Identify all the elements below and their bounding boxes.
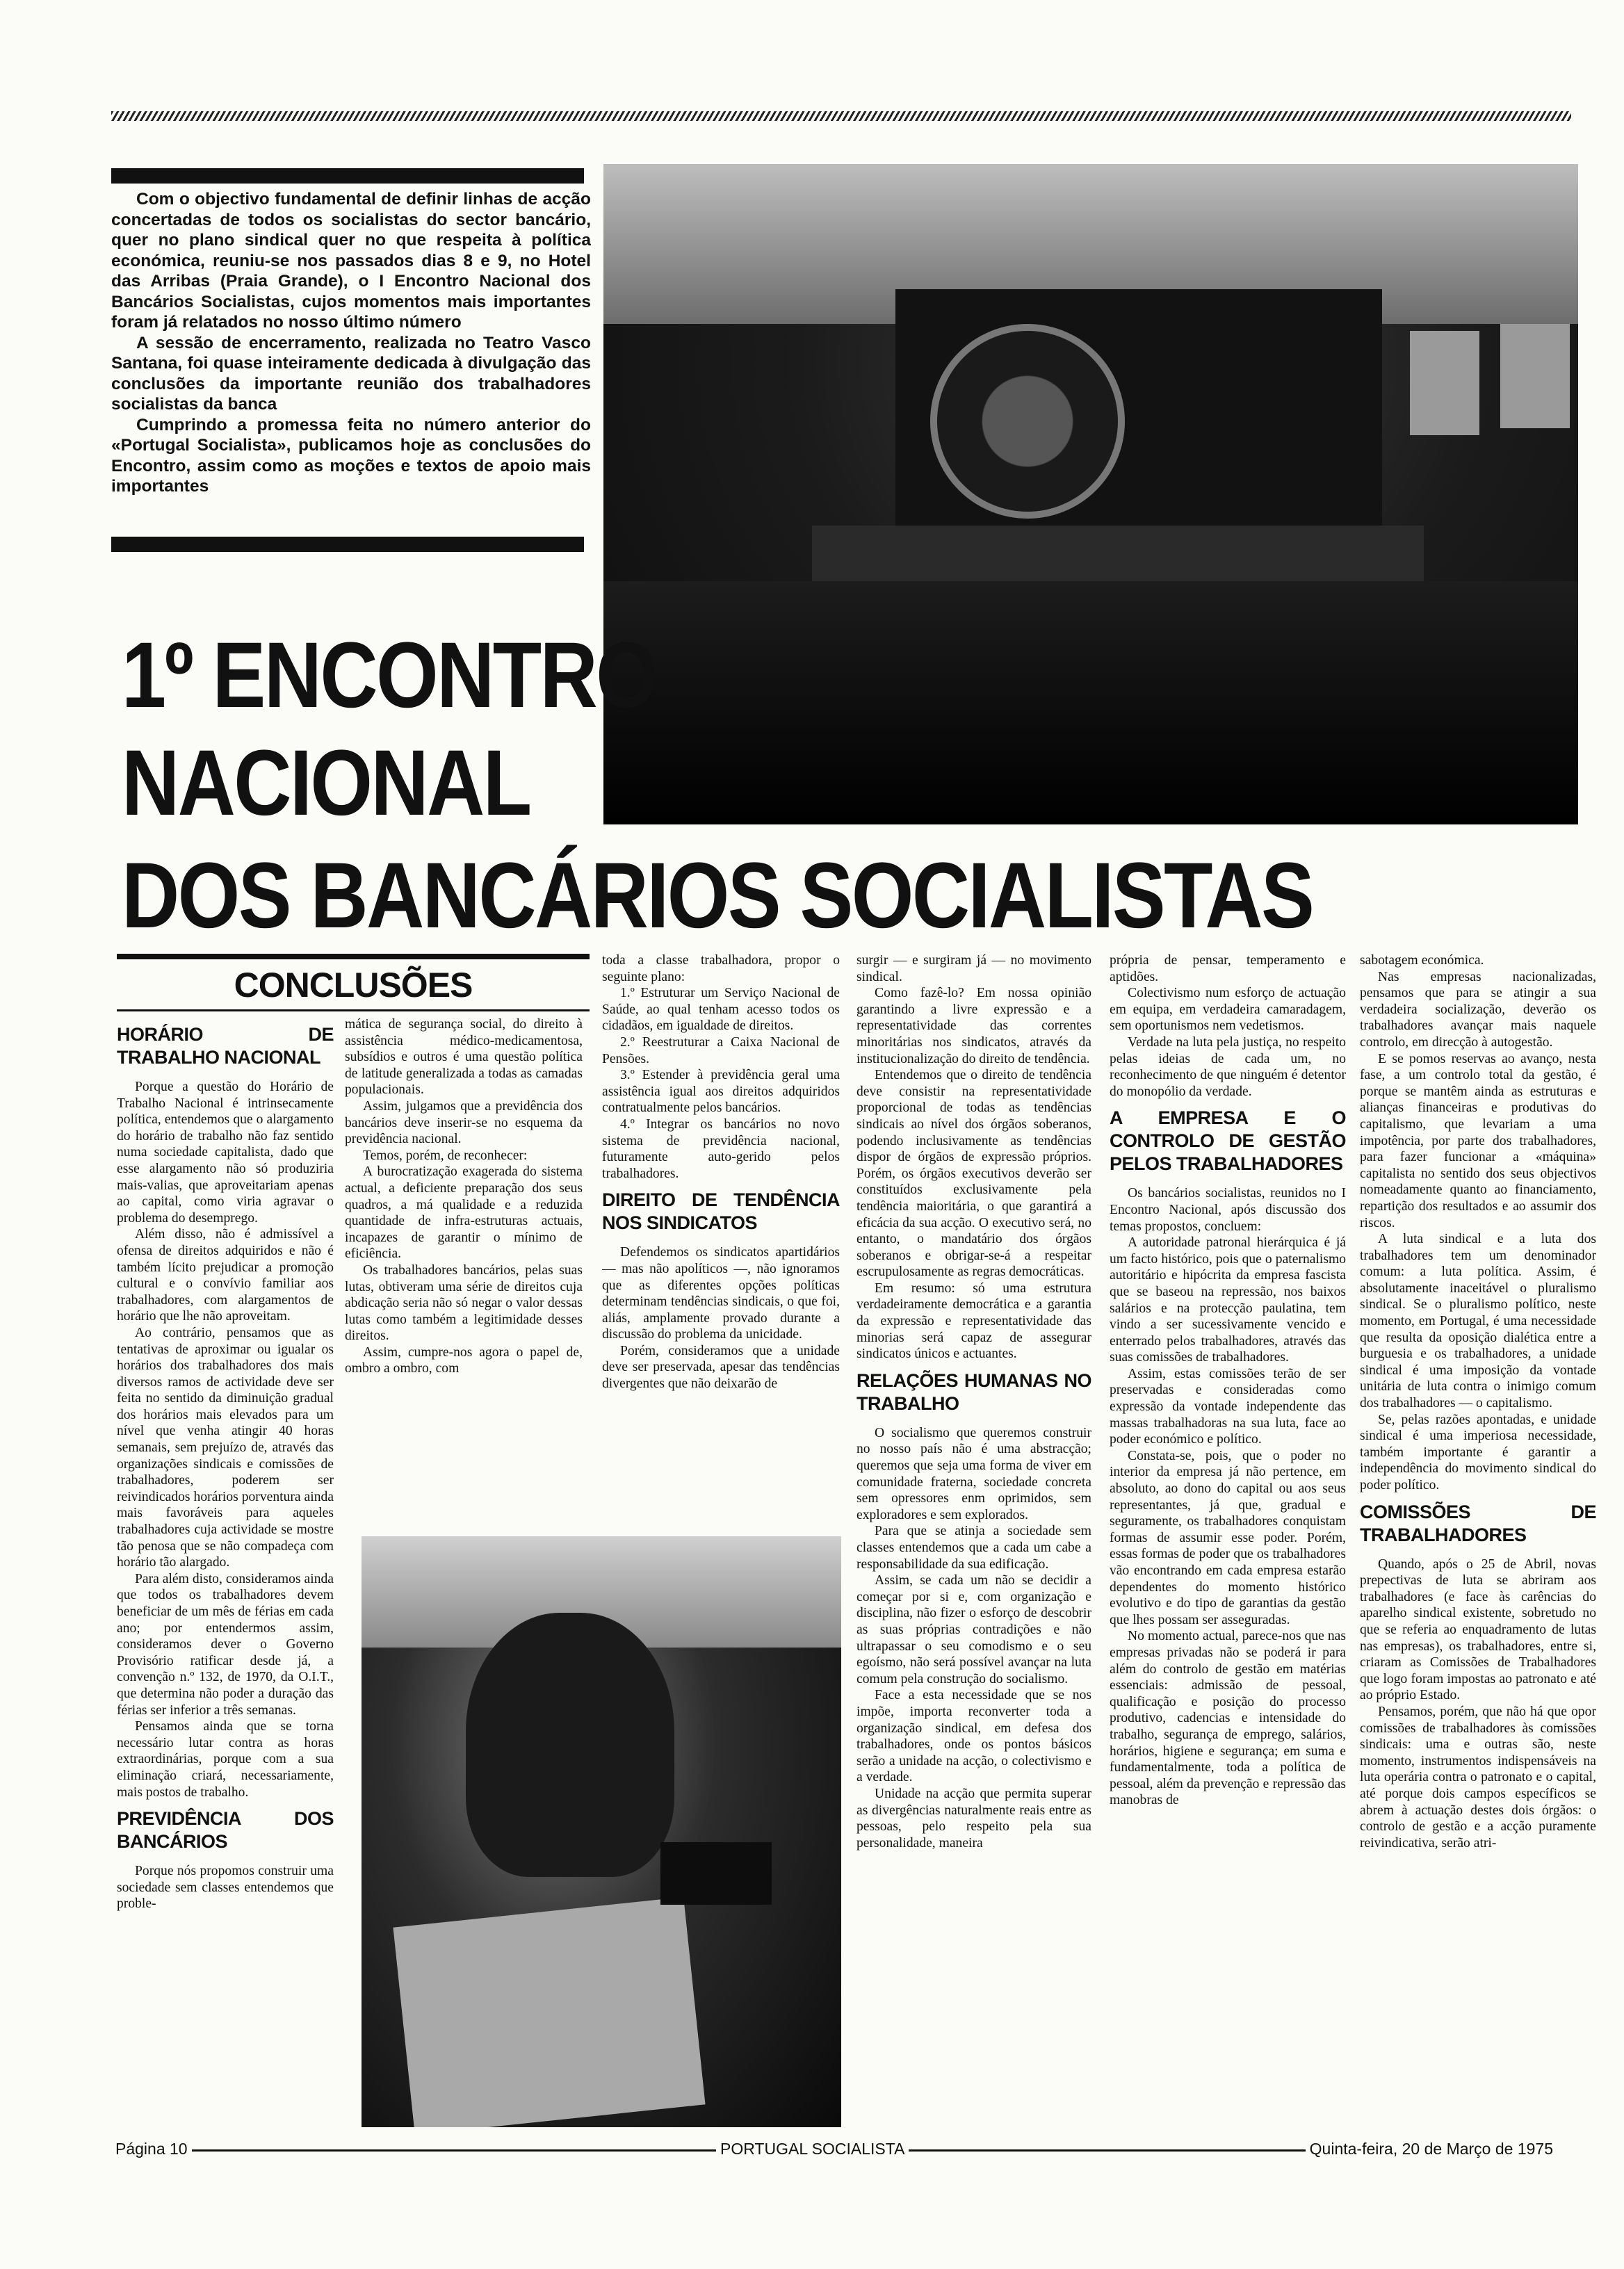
col1-paragraph: Ao contrário, pensamos que as tentativas de aproximar ou igualar os horários dos trabalhadores dos mais diversos ramos de actividade deve ser feita no sentido da diminuição gradual dos horários mais elevados para um nível que venha atingir 40 horas semanais, sem prejuízo de, através das organizações sindicais e comissões de trabalhadores, poderem ser reivindicados horários porventura ainda mais favoráveis para aqueles trabalhadores cuja actividade se mostre tão penosa que se não compadeça com horário tão alargado. xyxy=(117,1325,334,1570)
heading-comissoes: COMISSÕES DE TRABALHADORES xyxy=(1360,1501,1596,1545)
col4-paragraph: O socialismo que queremos construir no nosso país não é uma abstracção; queremos que seja uma forma de viver em comunidade fraterna, sociedade concreta sem opressores enm oprimidos, sem exploradores e sem explorados. xyxy=(856,1425,1091,1522)
poster-2 xyxy=(1500,324,1570,428)
column-1 xyxy=(117,1016,334,2136)
column-6 xyxy=(1360,952,1596,2134)
microphone xyxy=(660,1842,772,1905)
headline-line-2-wrap xyxy=(122,731,596,835)
intro-block xyxy=(111,189,591,537)
col2-paragraph: Assim, julgamos que a previdência dos bancários deve inserir-se no esquema da previdência nacional. xyxy=(345,1098,583,1147)
col3-paragraph: Porém, consideramos que a unidade deve ser preservada, apesar das tendências divergentes que não deixarão de xyxy=(602,1343,840,1392)
col6-paragraph: Nas empresas nacionalizadas, pensamos que para se atingir a sua verdadeira socialização, deverão os trabalhadores avançar mais naquele controlo, em direcção à autogestão. xyxy=(1360,969,1596,1050)
papers xyxy=(393,1897,705,2127)
newspaper-name: PORTUGAL SOCIALISTA xyxy=(716,2140,909,2158)
col2-paragraph: Assim, cumpre-nos agora o papel de, ombro a ombro, com xyxy=(345,1344,583,1376)
col3-paragraph: 3.º Estender à previdência geral uma assistência igual aos direitos adquiridos contratualmente pelos bancários. xyxy=(602,1068,840,1116)
col3-paragraph: 1.º Estruturar um Serviço Nacional de Saúde, ao qual tenham acesso todos os cidadãos, em igualdade de direitos. xyxy=(602,986,840,1034)
col6-paragraph: sabotagem económica. xyxy=(1360,953,1484,968)
intro-paragraph-2: A sessão de encerramento, realizada no Teatro Vasco Santana, foi quase inteiramente dedicada à divulgação das conclusões da importante reunião dos trabalhadores socialistas da banca xyxy=(111,333,591,414)
heading-horario: HORÁRIO DE TRABALHO NACIONAL xyxy=(117,1024,334,1068)
col6-paragraph: Quando, após o 25 de Abril, novas prepectivas de luta se abriram aos trabalhadores (e face às carências do aparelho sindical existente, sobretudo no que se referia ao enquadramento de lutas nas empresas), os trabalhadores, entre si, criaram as Comissões de Trabalhadores que logo foram impostas ao patronato e até ao próprio Estado. xyxy=(1360,1556,1596,1703)
heading-direito-tendencia: DIREITO DE TENDÊNCIA NOS SINDICATOS xyxy=(602,1189,840,1234)
headline-line-3-wrap xyxy=(122,844,1507,948)
heading-relacoes-humanas: RELAÇÕES HUMANAS NO TRABALHO xyxy=(856,1369,1091,1414)
intro-paragraph-1: Com o objectivo fundamental de definir linhas de acção concertadas de todos os socialistas do sector bancário, quer no plano sindical quer no que respeita à política económica, reuniu-se nos passados dias 8 e 9, no Hotel das Arribas (Praia Grande), o I Encontro Nacional dos Bancários Socialistas, cujos momentos mais importantes foram já relatados no nosso último número xyxy=(111,190,591,332)
col5-paragraph: Colectivismo num esforço de actuação em equipa, em verdadeira camaradagem, sem oportunismos nem vedetismos. xyxy=(1110,986,1346,1034)
intro-top-rule xyxy=(111,168,584,184)
fist-emblem xyxy=(930,324,1125,519)
col5-paragraph: A autoridade patronal hierárquica é já um facto histórico, pois que o paternalismo autoritário e hipócrita da empresa fascista que se baseou na repressão, nos baixos salários e na protecção paulatina, tem vindo a ser sucessivamente vencido e enterrado pelos trabalhadores, através das suas comissões de trabalhadores. xyxy=(1110,1235,1346,1365)
page-footer xyxy=(111,2140,1557,2161)
poster-1 xyxy=(1410,331,1479,435)
page-number: Página 10 xyxy=(111,2140,192,2158)
col4-paragraph: Em resumo: só uma estrutura verdadeiramente democrática e a garantia da expressão e representatividade das minorias será capaz de assegurar sindicatos únicos e actuantes. xyxy=(856,1280,1091,1362)
top-hatched-rule xyxy=(111,111,1571,121)
col3-paragraph: 4.º Integrar os bancários no novo sistema de previdência nacional, futuramente auto-gerido pelos trabalhadores. xyxy=(602,1116,840,1181)
col5-paragraph: própria de pensar, temperamento e aptidões. xyxy=(1110,953,1346,984)
col4-paragraph: Como fazê-lo? Em nossa opinião garantindo a livre expressão e a representatividade das correntes minoritárias nos sindicatos, através da institucionalização do direito de tendência. xyxy=(856,986,1091,1066)
col5-paragraph: No momento actual, parece-nos que nas empresas privadas não se poderá ir para além do controlo de gestão em matérias essenciais: admissão de pessoal, qualificação e posição do processo produtivo, cadencias e intensidade do trabalho, segurança de emprego, salários, horários, higiene e segurança; em suma e fundamentalmente, toda a política de pessoal, além da prevenção e repressão das manobras de xyxy=(1110,1629,1346,1808)
heading-previdencia: PREVIDÊNCIA DOS BANCÁRIOS xyxy=(117,1808,334,1853)
heading-empresa-controlo: A EMPRESA E O CONTROLO DE GESTÃO PELOS TRABALHADORES xyxy=(1110,1107,1346,1175)
column-2 xyxy=(345,1016,583,1531)
col3-paragraph: 2.º Reestruturar a Caixa Nacional de Pensões. xyxy=(602,1034,840,1066)
intro-bottom-rule xyxy=(111,537,584,552)
col4-paragraph: Para que se atinja a sociedade sem classes entendemos que a cada um cabe a responsabilidade da sua edificação. xyxy=(856,1524,1091,1572)
column-5 xyxy=(1110,952,1346,2134)
col6-paragraph: Se, pelas razões apontadas, e unidade sindical é uma imperiosa necessidade, também importante é garantir a independência do movimento sindical do poder político. xyxy=(1360,1412,1596,1493)
col4-paragraph: surgir — e surgiram já — no movimento sindical. xyxy=(856,953,1091,984)
col3-paragraph: toda a classe trabalhadora, propor o seguinte plano: xyxy=(602,953,840,984)
headline-line-3: DOS BANCÁRIOS SOCIALISTAS xyxy=(122,844,1313,948)
col2-paragraph: Temos, porém, de reconhecer: xyxy=(363,1148,528,1163)
col6-paragraph: E se pomos reservas ao avanço, nesta fase, a um controlo total da gestão, é porque se mantêm ainda as estruturas e alianças financeiras e produtivas do capitalismo, que levariam a uma impotência, por parte dos trabalhadores, para fazer funcionar a «máquina» capitalista no sentido dos seus objectivos nomeadamente quanto ao financiamento, repartição dos resultados e ao assumir dos riscos. xyxy=(1360,1051,1596,1230)
col4-paragraph: Face a esta necessidade que se nos impõe, importa reconverter toda a organização sindical, em defesa dos trabalhadores, onde os pontos básicos serão a unidade na acção, o colectivismo e a verdade. xyxy=(856,1688,1091,1785)
headline-line-1: 1º ENCONTRO xyxy=(122,624,657,727)
conclusoes-wrap xyxy=(117,965,590,1005)
meeting-photo xyxy=(603,164,1578,824)
col1-paragraph: Porque a questão do Horário de Trabalho Nacional é intrinsecamente política, entendemos que o alargamento do horário de trabalho não faz sentido numa sociedade capitalista, dado que esse alargamento não só produziria mais-valias, que aproveitariam apenas ao capital, como viria agravar o problema do desemprego. xyxy=(117,1080,334,1226)
col6-paragraph: A luta sindical e a luta dos trabalhadores tem um denominador comum: a luta política. Assim, é absolutamente inaceitável o pluralismo sindical. Se o pluralismo político, neste momento, em Portugal, é uma necessidade que resulta da oposição dialética entre a burguesia e os trabalhadores, a unidade sindical é uma imposição da vontade unitária de luta contra o inimigo comum dos trabalhadores — o capitalismo. xyxy=(1360,1232,1596,1411)
col5-paragraph: Assim, estas comissões terão de ser preservadas e consideradas como expressão da vontade independente das massas trabalhadoras na sua luta, face ao poder económico e político. xyxy=(1110,1366,1346,1447)
issue-date: Quinta-feira, 20 de Março de 1975 xyxy=(1306,2140,1557,2158)
col5-paragraph: Verdade na luta pela justiça, no respeito pelas ideias de cada um, no reconhecimento de que ninguém é detentor do monopólio da verdade. xyxy=(1110,1034,1346,1099)
col5-paragraph: Constata-se, pois, que o poder no interior da empresa já não pertence, em absoluto, ao dono do capital ou aos seus representantes, já que, gradual e seguramente, os trabalhadores conquistam formas de assumir esse poder. Porém, essas formas de poder que os trabalhadores vão encontrando em cada empresa estarão dependentes do momento histórico evolutivo e do tipo de garantias da gestão que lhes possam ser asseguradas. xyxy=(1110,1448,1346,1627)
speaker-photo xyxy=(362,1536,841,2127)
col2-paragraph: mática de segurança social, do direito à assistência médico-medicamentosa, subsídios e outros é uma questão política de latitude generalizada a todas as camadas populacionais. xyxy=(345,1017,583,1098)
col4-paragraph: Entendemos que o direito de tendência deve consistir na representatividade proporcional de todas as tendências sindicais ao nível dos órgãos soberanos, podendo inclusivamente as tendências dispor de órgãos de expressão próprios. Porém, os órgãos executivos deverão ser constituídos exclusivamente pela tendência maioritária, o que garantirá a eficácia da sua acção. O executivo será, no entanto, o mandatário dos órgãos soberanos e obrigar-se-á a respeitar escrupulosamente as regras democráticas. xyxy=(856,1068,1091,1280)
col4-paragraph: Unidade na acção que permita superar as divergências naturalmente reais entre as pessoas, pelo respeito pela sua personalidade, maneira xyxy=(856,1786,1091,1851)
col4-paragraph: Assim, se cada um não se decidir a começar por si e, com organização e disciplina, não fizer o esforço de descobrir as suas próprias contradições e não ultrapassar o seu comodismo e o seu egoísmo, não será possível avançar na luta comum pela construção do socialismo. xyxy=(856,1573,1091,1686)
headline-line-1-wrap xyxy=(122,624,743,727)
intro-paragraph-3: Cumprindo a promessa feita no número anterior do «Portugal Socialista», publicamos hoje as conclusões do Encontro, assim como as moções e textos de apoio mais importantes xyxy=(111,415,591,496)
col5-paragraph: Os bancários socialistas, reunidos no I Encontro Nacional, após discussão dos temas propostos, concluem: xyxy=(1110,1186,1346,1234)
col6-paragraph: Pensamos, porém, que não há que opor comissões de trabalhadores às comissões sindicais: uma e outras são, neste momento, instrumentos indispensáveis na luta operária contra o patronato e o capital, até porque dois campos específicos se abrem à actuação destes dois órgãos: o controlo de gestão e a acção puramente reivindicativa, serão atri- xyxy=(1360,1704,1596,1851)
col1-paragraph: Pensamos ainda que se torna necessário lutar contra as horas extraordinárias, porque com a sua eliminação criará, necessariamente, mais postos de trabalho. xyxy=(117,1719,334,1800)
section-title: CONCLUSÕES xyxy=(234,966,473,1005)
conclusoes-top-rule xyxy=(117,954,590,959)
headline-line-2: NACIONAL xyxy=(122,731,530,835)
col1-paragraph: Além disso, não é admissível a ofensa de direitos adquiridos e não é também lícito prejudicar a promoção cultural e o convívio familiar aos trabalhadores, com alargamentos de horário que lhe não aproveitam. xyxy=(117,1227,334,1324)
speaker-figure xyxy=(466,1613,674,1877)
conclusoes-bottom-rule xyxy=(117,1009,590,1011)
column-4 xyxy=(856,952,1091,2134)
col2-paragraph: A burocratização exagerada do sistema actual, a deficiente preparação dos seus quadros, a má qualidade e a reduzida quantidade de infra-estruturas actuais, incapazes de garantir o mínimo de eficiência. xyxy=(345,1164,583,1262)
col1-paragraph: Para além disto, consideramos ainda que todos os trabalhadores devem beneficiar de um mês de férias em cada ano; por entendermos assim, consideramos dever o Governo Provisório ratificar desde já, a convenção n.º 132, de 1970, da O.I.T., que determina não poder a duração das férias ser inferior a três semanas. xyxy=(117,1571,334,1718)
col1-paragraph: Porque nós propomos construir uma sociedade sem classes entendemos que proble- xyxy=(117,1864,334,1912)
col3-paragraph: Defendemos os sindicatos apartidários — mas não apolíticos —, não ignoramos que as diferentes opções políticas determinam tendências sindicais, o que foi, aliás, amplamente provado durante a discussão do problema da unicidade. xyxy=(602,1245,840,1342)
audience xyxy=(603,581,1578,824)
col2-paragraph: Os trabalhadores bancários, pelas suas lutas, obtiveram uma série de direitos cuja abdicação seria não só negar o valor dessas lutas como também a legitimidade desses direitos. xyxy=(345,1262,583,1344)
column-3 xyxy=(602,952,840,1529)
